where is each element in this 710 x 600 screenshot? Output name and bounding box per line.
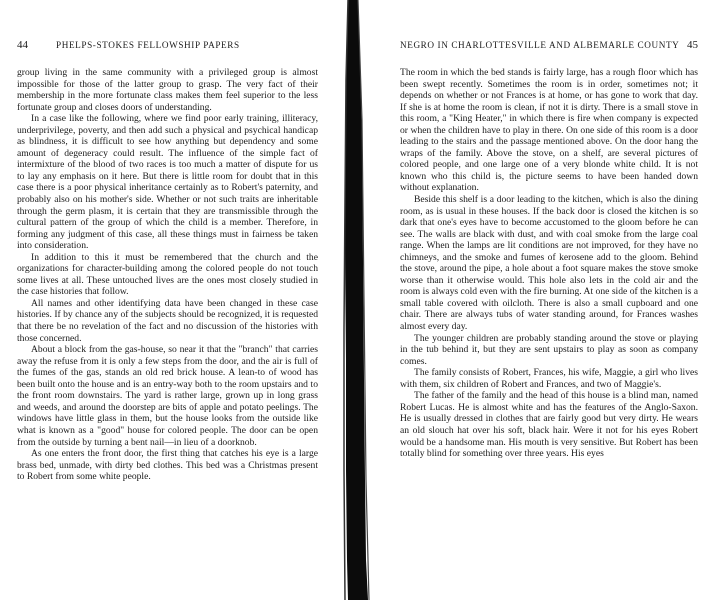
paragraph: Beside this shelf is a door leading to the kitchen, which is also the dining room, as is usual in these houses. If the back door is closed the kitchen is so dark that one's eyes have to become accustomed to the gloom before he can see. The walls are black with dust, and with coal smoke from the large coal range. When the lamps are lit conditions are not improved, for they have no chimneys, and the smoke and fumes of kerosene add to the gloom. Behind the stove, around the pipe, a hole about a foot square makes the stove smoke worse than it otherwise would. This hole also lets in the cold air and the room is always cold even with the fire burning. At one side of the kitchen is a small table covered with oilcloth. There is also a small cupboard and one chair. There are always tubs of water standing around, for Frances washes almost every day. — [400, 194, 698, 333]
paragraph: The father of the family and the head of this house is a blind man, named Robert Lucas. He is almost white and has the features of the Anglo-Saxon. He is usually dressed in clothes that are fairly good but very dirty. He wears an old slouch hat over his soft, black hair. Were it not for his eyes Robert would be a handsome man. His mouth is very sensitive. But Robert has been totally blind for something over three years. His eyes — [400, 390, 698, 460]
paragraph: All names and other identifying data have been changed in these case histories. If by chance any of the subjects should be recognized, it is requested that there be no revelation of the fact and no discussion of the histories with those concerned. — [17, 297, 318, 344]
left-running-title: PHELPS-STOKES FELLOWSHIP PAPERS — [56, 40, 240, 50]
left-page-number: 44 — [17, 39, 28, 51]
paragraph: About a block from the gas-house, so near it that the "branch" that carries away the refuse from it is only a few steps from the door, and the air is full of the fumes of the gas, stands an old red brick house. A lean-to of wood has been built onto the house and is an entry-way both to the room upstairs and to the front room downstairs. The yard is rather large, grown up in long grass and weeds, and around the doorstep are bits of apple and potato peelings. The windows have little glass in them, but the house looks from the outside like what is known as a "good" house for colored people. The door can be open from the outside by turning a bent nail—in lieu of a doorknob. — [17, 344, 318, 448]
paragraph: The family consists of Robert, Frances, his wife, Maggie, a girl who lives with them, six children of Robert and Frances, and two of Maggie's. — [400, 367, 698, 390]
right-body-text — [400, 67, 698, 460]
paragraph: As one enters the front door, the first thing that catches his eye is a large brass bed, unmade, with dirty bed clothes. This bed was a Christmas present to Robert from some white people. — [17, 448, 318, 483]
paragraph: The younger children are probably standing around the stove or playing in the tub behind it, but they are sent upstairs to play as soon as company comes. — [400, 332, 698, 367]
paragraph: The room in which the bed stands is fairly large, has a rough floor which has been swept recently. Sometimes the room is in order, sometimes not; it depends on whether or not Frances is at home, or has gone to work that day. If she is at home the room is clean, if not it is dirty. There is a small stove in this room, a "King Heater," in which there is fire when company is expected or when the children have to play in there. On one side of this room is a door leading to the stairs and the passage mentioned above. On the door hang the wraps of the family. Above the stove, on a shelf, are several pictures of colored people, and one large one of a very blonde white child. It is not known who this child is, the picture seems to have been handed down without explanation. — [400, 67, 698, 194]
paragraph: group living in the same community with a privileged group is almost impossible for those of the latter group to grasp. The very fact of their membership in the more fortunate class makes them feel superior to the less fortunate group and closes doors of understanding. — [17, 67, 318, 113]
left-body-text — [17, 67, 318, 483]
paragraph: In addition to this it must be remembered that the church and the organizations for character-building among the colored people do not touch some lives at all. These untouched lives are the ones most closely studied in the case histories that follow. — [17, 251, 318, 298]
right-running-title: NEGRO IN CHARLOTTESVILLE AND ALBEMARLE COUNTY — [400, 40, 680, 50]
right-page-number: 45 — [687, 39, 698, 51]
paragraph: In a case like the following, where we find poor early training, illiteracy, underprivilege, poverty, and then add such a physical and psychical handicap as blindness, it is difficult to see how anything but dependency and some amount of degeneracy could result. The influence of the simple fact of intermixture of the blood of two races is too much a matter of dispute for us to lay any emphasis on it here. But there is little room for doubt that in this case there is a poor physical inheritance certainly as to Robert's paternity, and probably also on his mother's side. Whether or not such traits are inheritable through the germ plasm, it is certain that they are transmissible through the cultural pattern of the group of which the child is a member. Therefore, in forming any judgment of this case, all these things must in fairness be taken into consideration. — [17, 113, 318, 252]
binding-gutter-shadow — [318, 0, 382, 600]
